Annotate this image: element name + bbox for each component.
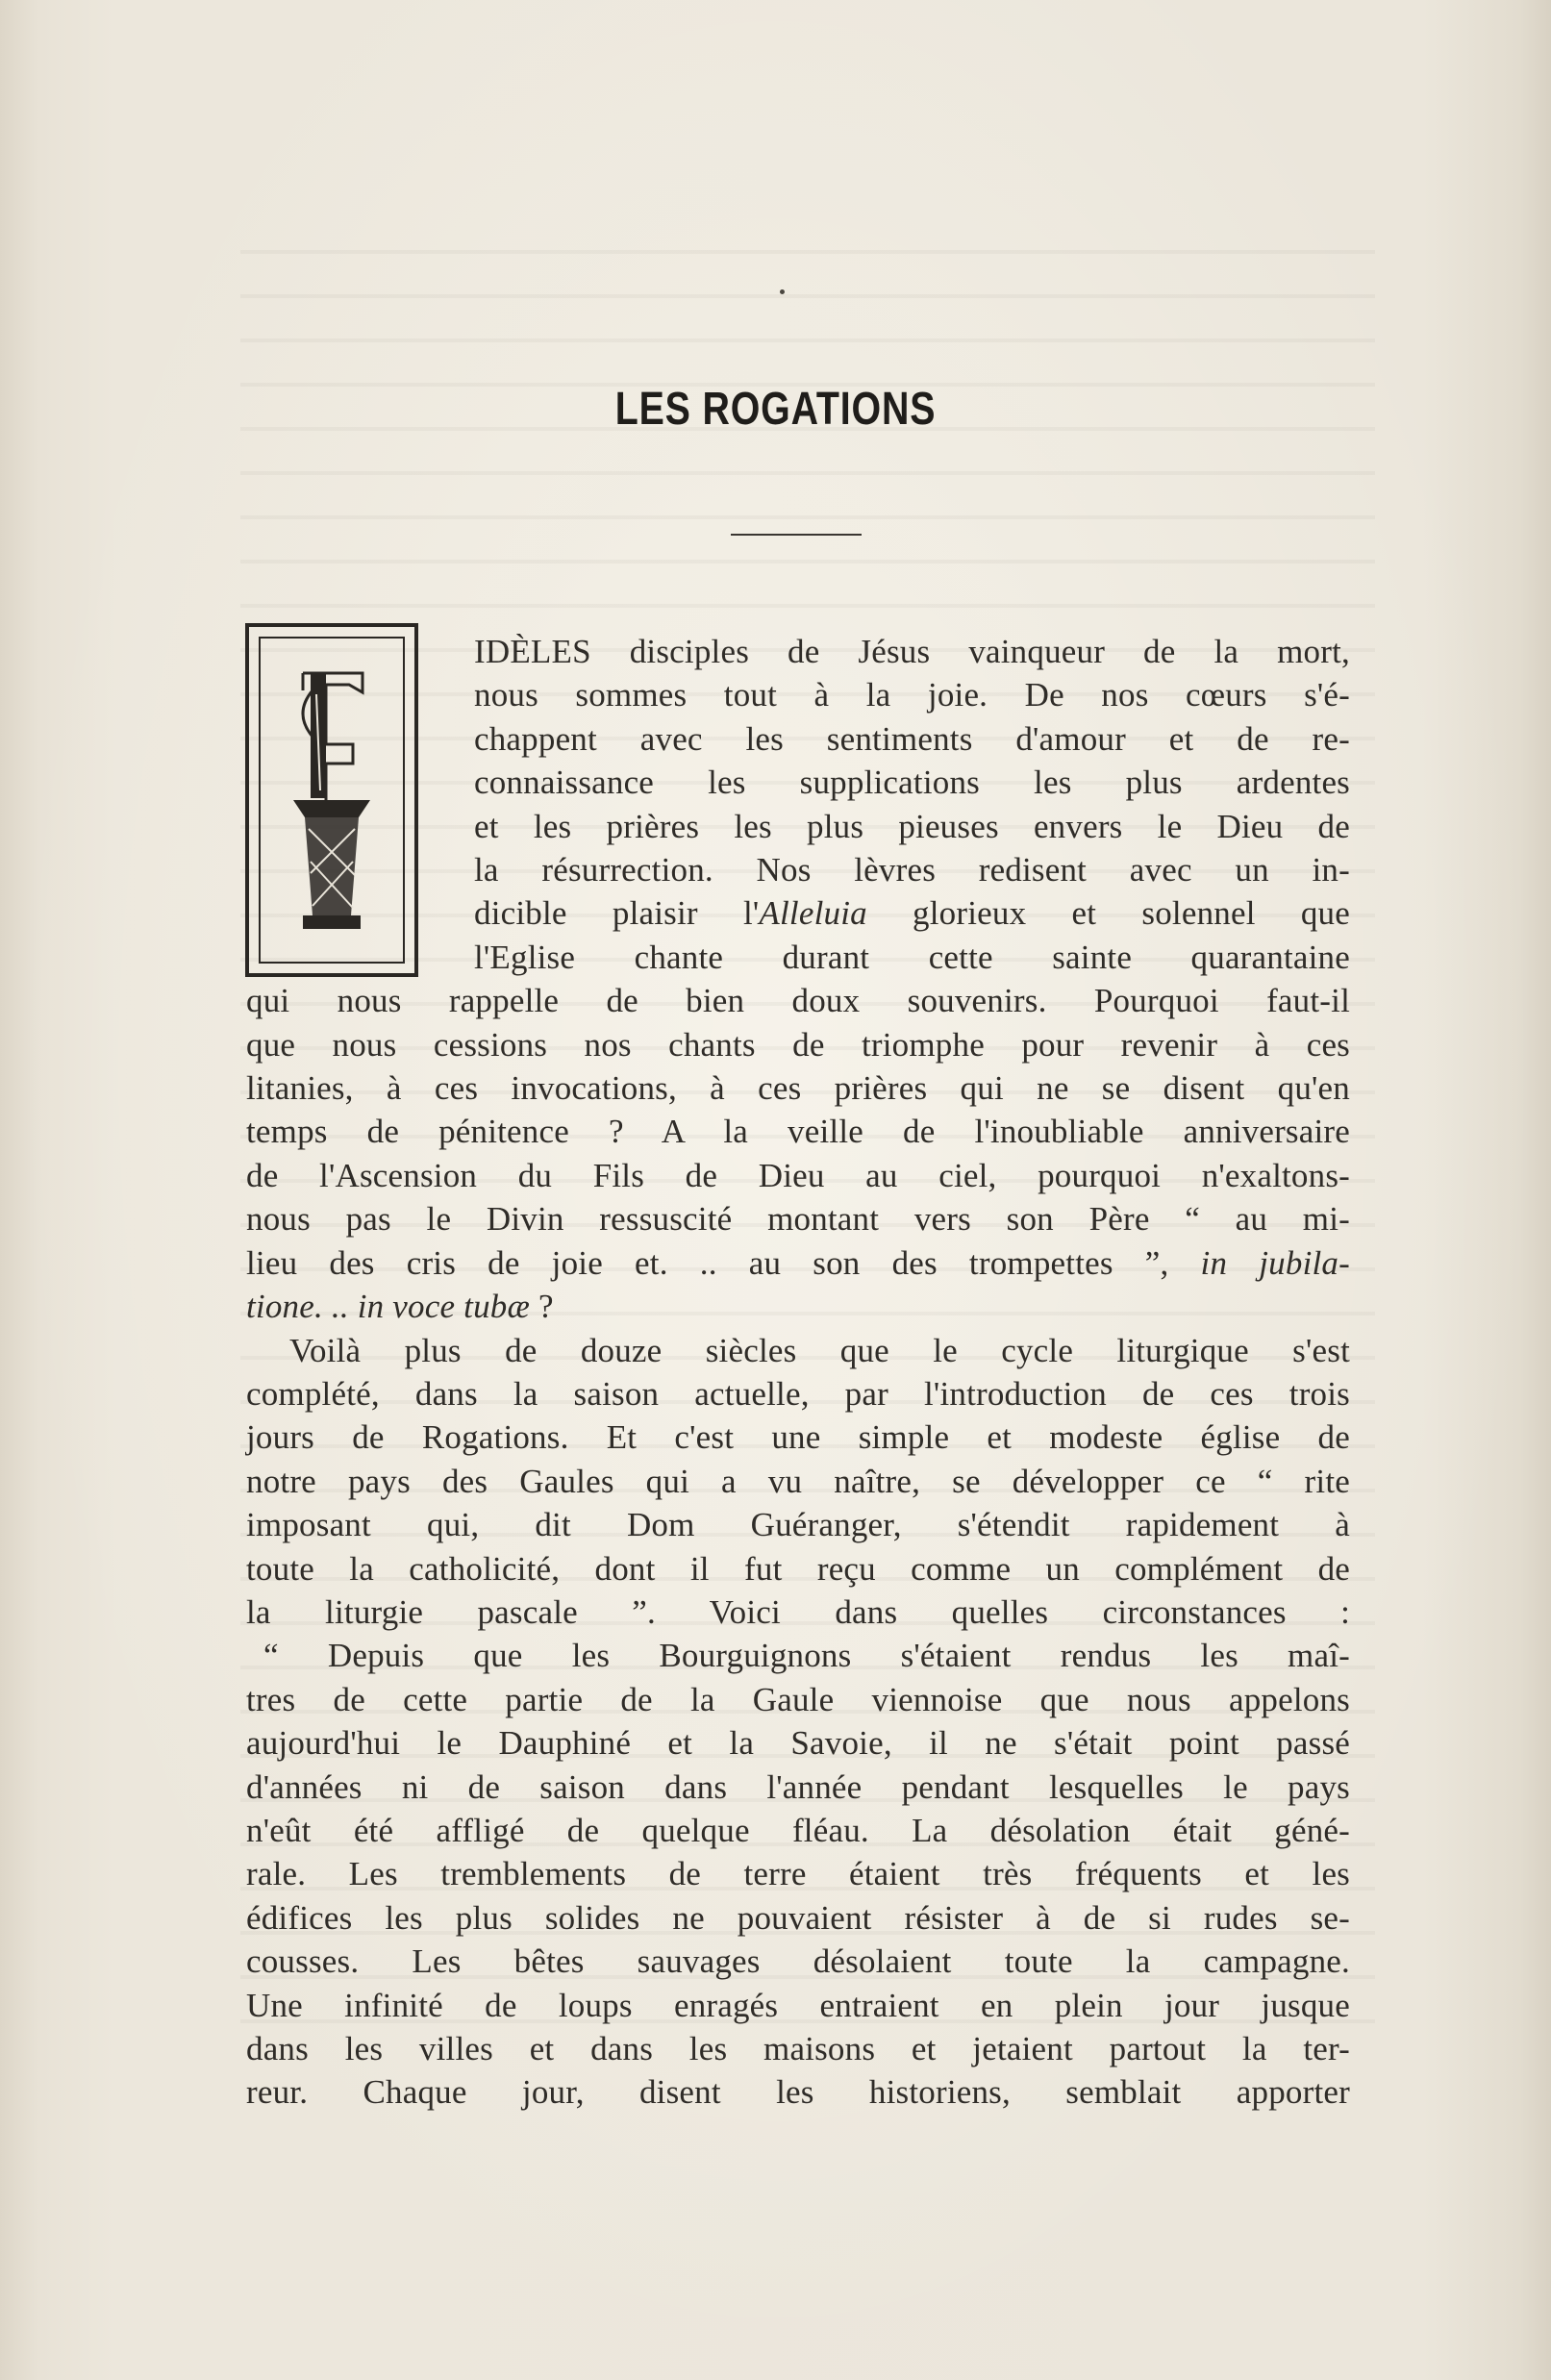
text-line: cousses. Les bêtes sauvages désolaient toute la campagne. [246,1942,1350,1981]
text-line: complété, dans la saison actuelle, par l'introduction de ces trois [246,1374,1350,1413]
text-line: imposant qui, dit Dom Guéranger, s'étendit rapidement à [246,1506,1350,1544]
text-line: l'Eglise chante durant cette sainte quarantaine [474,938,1350,976]
text-line: que nous cessions nos chants de triomphe pour revenir à ces [246,1025,1350,1064]
text-line: connaissance les supplications les plus ardentes [474,764,1350,802]
text-line: dans les villes et dans les maisons et jetaient partout la ter- [246,2030,1350,2067]
text-line [246,1241,1350,1285]
text-line: tres de cette partie de la Gaule viennoise que nous appelons [246,1680,1350,1718]
text-line: nous sommes tout à la joie. De nos cœurs s'é- [474,676,1350,714]
text-line [246,1285,1350,1328]
text-line [474,891,1350,935]
text-line: de l'Ascension du Fils de Dieu au ciel, pourquoi n'exaltons- [246,1156,1350,1194]
text-line: Une infinité de loups enragés entraient en plein jour jusque [246,1986,1350,2024]
text-line: rale. Les tremblements de terre étaient très fréquents et les [246,1855,1350,1893]
text-line: litanies, à ces invocations, à ces prières qui ne se disent qu'en [246,1069,1350,1108]
text-segment: lieu des cris de joie et. .. au son des trompettes ”, [246,1243,1201,1282]
text-line: reur. Chaque jour, disent les historiens, semblait apporter [246,2073,1350,2112]
text-line: la résurrection. Nos lèvres redisent avec un in- [474,851,1350,889]
italic-alleluia: Alleluia [759,894,867,933]
text-line: temps de pénitence ? A la veille de l'inoubliable anniversaire [246,1113,1350,1151]
page-title: LES ROGATIONS [614,384,937,435]
text-line: qui nous rappelle de bien doux souvenirs. Pourquoi faut-il [246,982,1350,1020]
text-line: Voilà plus de douze siècles que le cycle liturgique s'est [289,1331,1350,1369]
text-line: nous pas le Divin ressuscité montant vers son Père “ au mi- [246,1200,1350,1239]
italic-latin: in jubila- [1200,1243,1350,1282]
page-mark-dot [780,289,785,294]
text-line: d'années ni de saison dans l'année pendant lesquelles le pays [246,1767,1350,1806]
italic-latin: tione. .. in voce tubæ [246,1288,531,1326]
title-rule [731,534,862,536]
text-line: édifices les plus solides ne pouvaient résister à de si rudes se- [246,1898,1350,1937]
text-line: et les prières les plus pieuses envers le Dieu de [474,807,1350,845]
text-line: aujourd'hui le Dauphiné et la Savoie, il ne s'était point passé [246,1724,1350,1763]
text-line: jours de Rogations. Et c'est une simple et modeste église de [246,1418,1350,1457]
text-line: n'eût été affligé de quelque fléau. La désolation était géné- [246,1811,1350,1849]
text-line: toute la catholicité, dont il fut reçu comme un complément de [246,1549,1350,1588]
text-line: notre pays des Gaules qui a vu naître, se développer ce “ rite [246,1462,1350,1500]
text-line: chappent avec les sentiments d'amour et de re- [474,719,1350,758]
text-line: “ Depuis que les Bourguignons s'étaient rendus les maî- [263,1637,1350,1675]
text-segment: glorieux et solennel que [866,894,1350,933]
body-text [246,630,1350,2115]
text-segment: ? [530,1288,554,1326]
text-segment: dicible plaisir l' [474,894,760,933]
text-line: la liturgie pascale ”. Voici dans quelles circonstances : [246,1592,1350,1631]
text-line: IDÈLES disciples de Jésus vainqueur de la mort, [474,633,1350,670]
